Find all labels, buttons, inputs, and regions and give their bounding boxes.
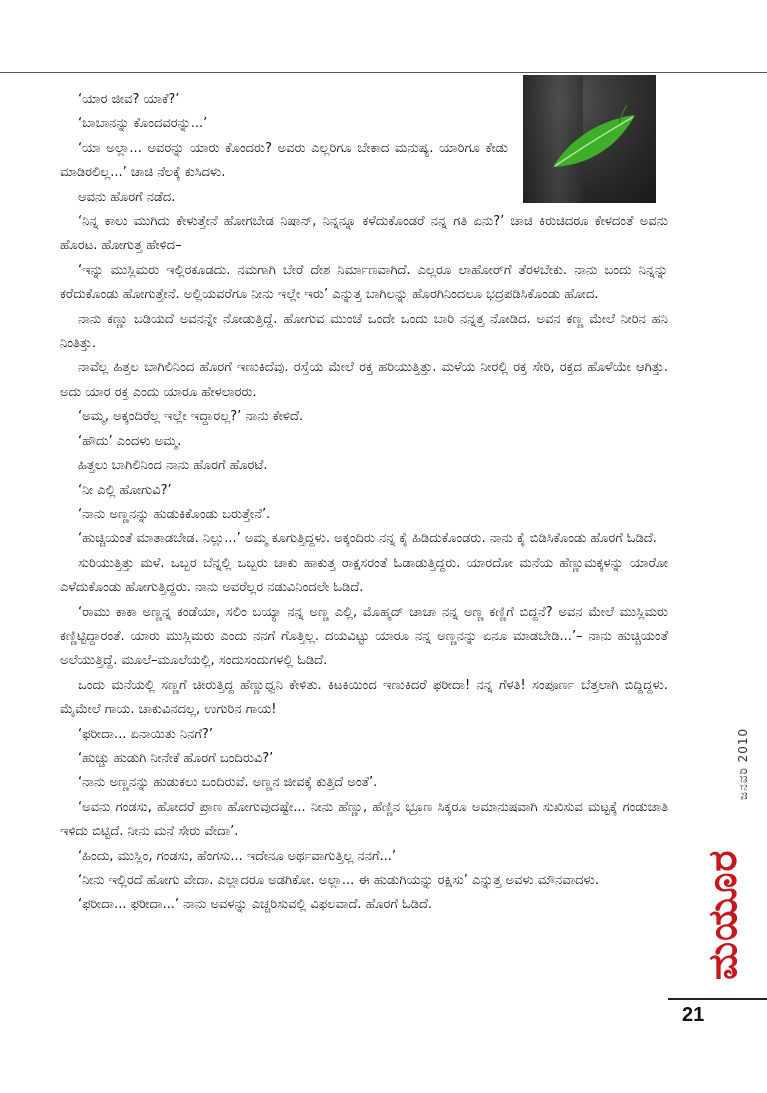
paragraph: ‘ನಾನು ಅಣ್ಣನನ್ನು ಹುಡುಕಿಕೊಂಡು ಬರುತ್ತೇನೆ’.: [78, 506, 271, 522]
paragraph: ‘ನಿನ್ನ ಕಾಲು ಮುಗಿದು ಕೇಳುತ್ತೇನೆ ಹೋಗಬೇಡ ನಿಷಾನ್, ನಿನ್ನನ್ನೂ ಕಳೆದುಕೊಂಡರೆ ನನ್ನ ಗತಿ ಏನು?’ ಚಾಚಿ ಕಿರುಚಿದರೂ ಕೇಳದಂತೆ ಅವನು ಹೊರಟ. ಹೋಗುತ್ತ ಹೇಳಿದ–: [60, 214, 668, 254]
paragraph: ‘ಫರೀದಾ... ಏನಾಯಿತು ನಿನಗೆ?’: [78, 726, 213, 742]
article-body: [60, 88, 668, 918]
paragraph: ‘ಹುಚ್ಚಿಯಂತೆ ಮಾತಾಡಬೇಡ. ನಿಲ್ಲು...’ ಅಮ್ಮ ಕೂಗುತ್ತಿದ್ದಳು. ಅಕ್ಕಂದಿರು ನನ್ನ ಕೈ ಹಿಡಿದುಕೊಂಡರು. ನಾನು ಕೈ ಬಿಡಿಸಿಕೊಂಡು ಹೊರಗೆ ಓಡಿದೆ.: [78, 531, 657, 547]
paragraph: ನಾನು ಕಣ್ಣು ಬಡಿಯದೆ ಅವನನ್ನೇ ನೋಡುತ್ತಿದ್ದೆ. ಹೋಗುವ ಮುಂಚೆ ಒಂದೇ ಒಂದು ಬಾರಿ ನನ್ನತ್ತ ನೋಡಿದ. ಅವನ ಕಣ್ಣ ಮೇಲೆ ನೀರಿನ ಹನಿ ನಿಂತಿತ್ತು.: [60, 311, 668, 352]
paragraph: ‘ಬಾಬಾನನ್ನು ಕೊಂದವರನ್ನು...’: [78, 116, 208, 132]
paragraph: ‘ಯಾ ಅಲ್ಲಾ... ಅವರನ್ನು ಯಾರು ಕೊಂದರು? ಅವರು ಎಲ್ಲರಿಗೂ ಬೇಕಾದ ಮನುಷ್ಯ. ಯಾರಿಗೂ ಕೇಡು ಮಾಡಿರಲಿಲ್ಲ...’ ಚಾಚಿ ನೆಲಕ್ಕೆ ಕುಸಿದಳು.: [60, 140, 508, 181]
paragraph: ‘ನೀ ಎಲ್ಲಿ ಹೋಗುವಿ?’: [78, 482, 172, 498]
paragraph: ‘ಅವನು ಗಂಡಸು, ಹೋದರೆ ಪ್ರಾಣ ಹೋಗುವುದಷ್ಟೇ... ನೀನು ಹೆಣ್ಣು, ಹೆಣ್ಣಿನ ಭ್ರೂಣ ಸಿಕ್ಕರೂ ಅಮಾನುಷವಾಗಿ ಸುಖಿಸುವ ಮಟ್ಟಕ್ಕೆ ಗಂಡುಜಾತಿ ಇಳಿದು ಬಿಟ್ಟಿದೆ. ನೀನು ಮನೆ ಸೇರು ವೇದಾ’.: [60, 799, 668, 840]
paragraph: ‘ಫರೀದಾ... ಫರೀದಾ...’ ನಾನು ಅವಳನ್ನು ಎಚ್ಚರಿಸುವಲ್ಲಿ ವಿಫಲವಾದೆ. ಹೊರಗೆ ಓಡಿದೆ.: [78, 897, 433, 913]
paragraph: ‘ನಾನು ಅಣ್ಣನನ್ನು ಹುಡುಕಲು ಬಂದಿರುವೆ. ಅಣ್ಣನ ಜೀವಕ್ಕೆ ಕುತ್ತಿದೆ ಅಂತೆ’.: [78, 775, 378, 791]
footer-rule: [668, 998, 767, 1000]
paragraph: ‘ಹುಚ್ಚು ಹುಡುಗಿ ನೀನೇಕೆ ಹೊರಗೆ ಬಂದಿರುವಿ?’: [78, 750, 274, 766]
paragraph: ‘ರಾಮು ಕಾಕಾ ಅಣ್ಣನ್ನ ಕಂಡೆಯಾ, ಸಲಿಂ ಬಯ್ಯಾ ನನ್ನ ಅಣ್ಣ ಎಲ್ಲಿ, ಮೊಹ್ಮದ್ ಚಾಚಾ ನನ್ನ ಅಣ್ಣ ಕಣ್ಣಿಗೆ ಬಿದ್ದನೆ? ಅವನ ಮೇಲೆ ಮುಸ್ಲಿಮರು ಕಣ್ಣಿಟ್ಟಿದ್ದಾರಂತೆ. ಯಾರು ಮುಸ್ಲಿಮರು ಎಂದು ನನಗೆ ಗೊತ್ತಿಲ್ಲ. ದಯವಿಟ್ಟು ಯಾರೂ ನನ್ನ ಅಣ್ಣನನ್ನು ಏನೂ ಮಾಡಬೇಡಿ...’– ನಾನು ಹುಚ್ಚಿಯಂತೆ ಅಲೆಯುತ್ತಿದ್ದೆ. ಮೂಲೆ–ಮೂಲೆಯಲ್ಲಿ, ಸಂದುಸಂದುಗಳಲ್ಲಿ ಓಡಿದೆ.: [60, 604, 668, 669]
paragraph: ‘ಹಿಂದು, ಮುಸ್ಲಿಂ, ಗಂಡಸು, ಹೆಂಗಸು... ಇದೇನೂ ಅರ್ಥವಾಗುತ್ತಿಲ್ಲ ನನಗೆ...’: [78, 848, 397, 864]
paragraph: ಸುರಿಯುತ್ತಿತ್ತು ಮಳೆ. ಒಬ್ಬರ ಬೆನ್ನಲ್ಲಿ ಒಬ್ಬರು ಚಾಕು ಹಾಕುತ್ತ ರಾಕ್ಷಸರಂತೆ ಓಡಾಡುತ್ತಿದ್ದರು. ಯಾರದೋ ಮನೆಯ ಹೆಣ್ಣುಮಕ್ಕಳನ್ನು ಯಾರೋ ಎಳೆದುಕೊಂಡು ಹೋಗುತ್ತಿದ್ದರು. ನಾನು ಅವರೆಲ್ಲರ ನಡುವಿನಿಂದಲೇ ಓಡಿದೆ.: [60, 555, 668, 596]
paragraph: ‘ಇನ್ನು ಮುಸ್ಲಿಮರು ಇಲ್ಲಿರಕೂಡದು. ನಮಗಾಗಿ ಬೇರೆ ದೇಶ ನಿರ್ಮಾಣವಾಗಿದೆ. ಎಲ್ಲರೂ ಲಾಹೋರ್‌ಗೆ ತೆರಳಬೇಕು. ನಾನು ಬಂದು ನಿನ್ನನ್ನು ಕರೆದುಕೊಂಡು ಹೋಗುತ್ತೇನೆ. ಅಲ್ಲಿಯವರೆಗೂ ನೀನು ಇಲ್ಲೇ ಇರು’ ಎನ್ನುತ್ತ ಬಾಗಿಲನ್ನು ಹೊರಗಿನಿಂದಲೂ ಭದ್ರಪಡಿಸಿಕೊಂಡು ಹೋದ.: [60, 262, 668, 303]
page-footer-sidebar: [668, 727, 767, 1026]
paragraph: ಒಂದು ಮನೆಯಲ್ಲಿ ಸಣ್ಣಗೆ ಚೀರುತ್ತಿದ್ದ ಹೆಣ್ಣುಧ್ವನಿ ಕೇಳಿತು. ಕಿಟಕಿಯಿಂದ ಇಣುಕಿದರೆ ಫರೀದಾ! ನನ್ನ ಗೆಳತಿ! ಸಂಪೂರ್ಣ ಬೆತ್ತಲಾಗಿ ಬಿದ್ದಿದ್ದಳು. ಮೈಮೇಲೆ ಗಾಯ. ಚಾಕುವಿನದಲ್ಲ, ಉಗುರಿನ ಗಾಯ!: [60, 677, 668, 718]
paragraph: ನಾವೆಲ್ಲ ಹಿತ್ತಲ ಬಾಗಿಲಿನಿಂದ ಹೊರಗೆ ಇಣುಕಿದೆವು. ರಸ್ತೆಯ ಮೇಲೆ ರಕ್ತ ಹರಿಯುತ್ತಿತ್ತು. ಮಳೆಯ ನೀರಲ್ಲಿ ರಕ್ತ ಸೇರಿ, ರಕ್ತದ ಹೊಳೆಯೇ ಆಗಿತ್ತು. ಅದು ಯಾರ ರಕ್ತ ಎಂದು ಯಾರೂ ಹೇಳಲಾರರು.: [60, 360, 668, 400]
paragraph: ಹಿತ್ತಲು ಬಾಗಿಲಿನಿಂದ ನಾನು ಹೊರಗೆ ಹೊರಟೆ.: [78, 458, 268, 474]
top-rule: [0, 72, 767, 73]
paragraph: ಅವನು ಹೊರಗೆ ನಡೆದ.: [78, 189, 176, 205]
paragraph: ‘ಅಮ್ಮ, ಅಕ್ಕಂದಿರೆಲ್ಲ ಇಲ್ಲೇ ಇದ್ದಾರಲ್ಲ?’ ನಾನು ಕೇಳಿದೆ.: [78, 409, 303, 425]
issue-date: ಜನವರಿ 2010: [736, 727, 750, 800]
page-number: 21: [682, 1004, 705, 1026]
paragraph: ‘ಯಾರ ಜೀವ? ಯಾಕೆ?’: [78, 92, 180, 107]
magazine-logo: ಮಯೂರ: [700, 849, 746, 980]
paragraph: ‘ನೀನು ಇಲ್ಲಿರದೆ ಹೋಗು ವೇದಾ. ಎಲ್ಲಾದರೂ ಅಡಗಿಕೋ. ಅಲ್ಲಾ... ಈ ಹುಡುಗಿಯನ್ನು ರಕ್ಷಿಸು’ ಎನ್ನುತ್ತ ಅವಳು ಮೌನವಾದಳು.: [78, 873, 599, 888]
paragraph: ‘ಹೌದು’ ಎಂದಳು ಅಮ್ಮ.: [78, 433, 182, 449]
